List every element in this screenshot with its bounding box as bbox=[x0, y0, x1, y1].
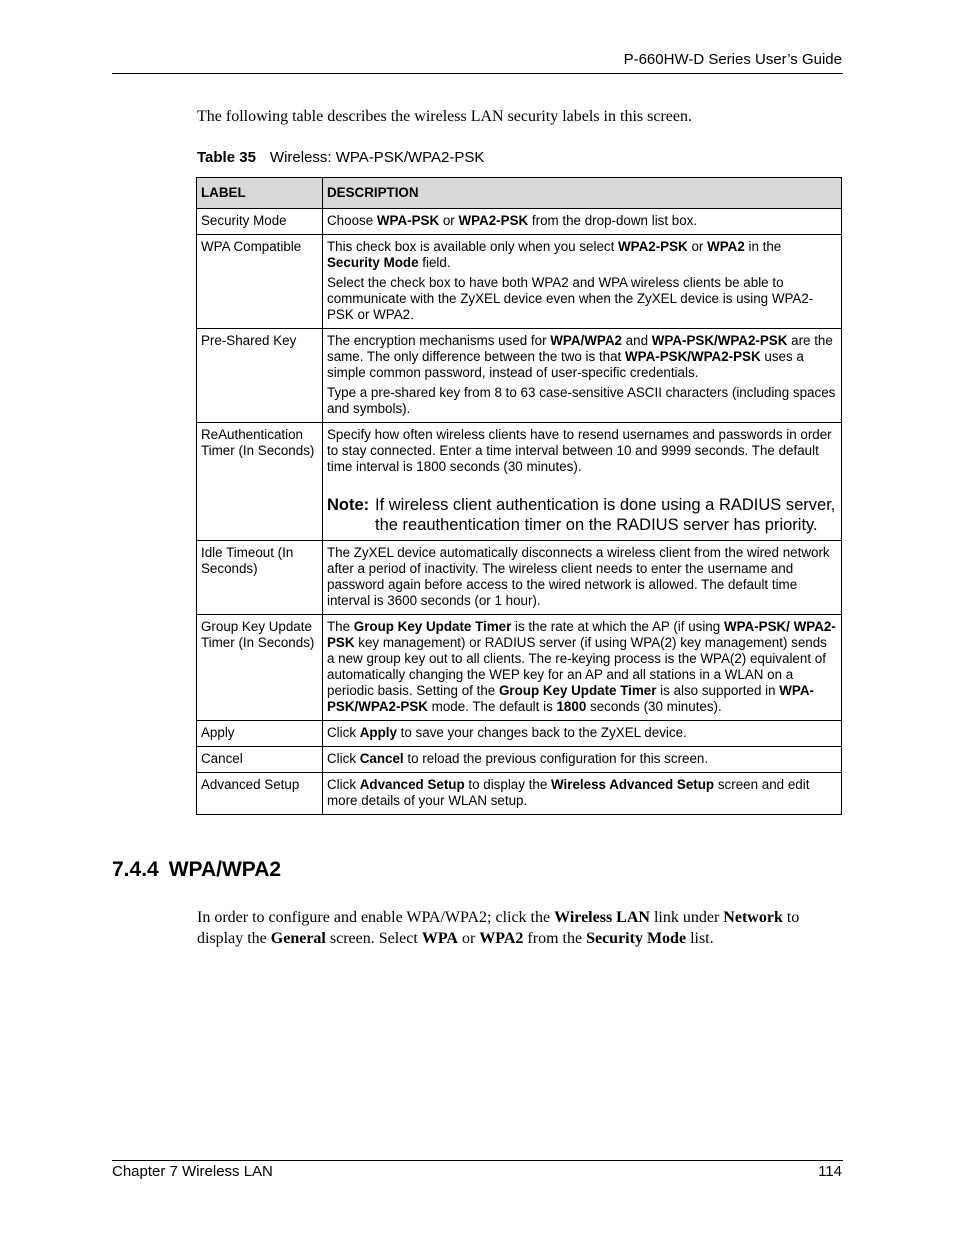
row-description: The Group Key Update Timer is the rate at which the AP (if using WPA-PSK/ WPA2-PSK key management) or RADIUS server (if using WPA(2) key management) sends a new group key out to all clients. The re-keying process is the WPA(2) equivalent of automatically changing the WEP key for an AP and all stations in a WLAN on a periodic basis. Setting of the Group Key Update Timer is also supported in WPA-PSK/WPA2-PSK mode. The default is 1800 seconds (30 minutes). bbox=[323, 615, 842, 721]
header-rule bbox=[112, 73, 843, 74]
table-row bbox=[197, 423, 842, 541]
table-number: Table 35 bbox=[197, 149, 256, 166]
row-label: Pre-Shared Key bbox=[197, 329, 323, 423]
row-description: Choose WPA-PSK or WPA2-PSK from the drop-down list box. bbox=[323, 209, 842, 235]
row-description: This check box is available only when you select WPA2-PSK or WPA2 in the Security Mode field. Select the check box to have both WPA2 and WPA wireless clients be able to communicate with the ZyXEL device even when the ZyXEL device is using WPA2-PSK or WPA2. bbox=[323, 235, 842, 329]
row-label: Security Mode bbox=[197, 209, 323, 235]
section-number: 7.4.4 bbox=[112, 858, 159, 881]
table-header-row bbox=[197, 178, 842, 209]
section-paragraph: In order to configure and enable WPA/WPA2; click the Wireless LAN link under Network to display the General screen. Select WPA or WPA2 from the Security Mode list. bbox=[197, 909, 800, 947]
row-label: Apply bbox=[197, 721, 323, 747]
table-title: Wireless: WPA-PSK/WPA2-PSK bbox=[269, 149, 485, 166]
row-description: The encryption mechanisms used for WPA/WPA2 and WPA-PSK/WPA2-PSK are the same. The only difference between the two is that WPA-PSK/WPA2-PSK uses a simple common password, instead of user-specific credentials. Type a pre-shared key from 8 to 63 case-sensitive ASCII characters (including spaces and symbols). bbox=[323, 329, 842, 423]
note-text: If wireless client authentication is done using a RADIUS server, the reauthentication timer on the RADIUS server has priority. bbox=[375, 496, 836, 534]
page-number: 114 bbox=[818, 1163, 842, 1180]
running-header-title: P-660HW-D Series User’s Guide bbox=[623, 51, 842, 68]
row-description: The ZyXEL device automatically disconnects a wireless client from the wired network after a period of inactivity. The wireless client needs to enter the username and password again before access to the wired network is allowed. The default time interval is 3600 seconds (or 1 hour). bbox=[323, 541, 842, 615]
table-row bbox=[197, 329, 842, 423]
section-title: WPA/WPA2 bbox=[168, 858, 282, 881]
row-label: ReAuthentication Timer (In Seconds) bbox=[197, 423, 323, 541]
row-description: Click Cancel to reload the previous configuration for this screen. bbox=[323, 747, 842, 773]
note-label: Note: bbox=[327, 496, 370, 514]
intro-paragraph: The following table describes the wireless LAN security labels in this screen. bbox=[197, 108, 692, 125]
table-row bbox=[197, 615, 842, 721]
footer-chapter: Chapter 7 Wireless LAN bbox=[112, 1163, 273, 1180]
row-label: WPA Compatible bbox=[197, 235, 323, 329]
security-labels-table bbox=[196, 177, 842, 815]
table-row bbox=[197, 773, 842, 815]
header-description: DESCRIPTION bbox=[323, 178, 842, 209]
row-label: Group Key Update Timer (In Seconds) bbox=[197, 615, 323, 721]
row-label: Advanced Setup bbox=[197, 773, 323, 815]
row-description: Click Apply to save your changes back to the ZyXEL device. bbox=[323, 721, 842, 747]
row-description: Click Advanced Setup to display the Wireless Advanced Setup screen and edit more details of your WLAN setup. bbox=[323, 773, 842, 815]
row-label: Idle Timeout (In Seconds) bbox=[197, 541, 323, 615]
note bbox=[327, 495, 837, 535]
table-row bbox=[197, 721, 842, 747]
table-row bbox=[197, 541, 842, 615]
table-row bbox=[197, 209, 842, 235]
header-label: LABEL bbox=[197, 178, 323, 209]
row-label: Cancel bbox=[197, 747, 323, 773]
section-heading bbox=[112, 858, 281, 882]
table-row bbox=[197, 747, 842, 773]
table-caption bbox=[197, 149, 484, 166]
table-row bbox=[197, 235, 842, 329]
footer-rule bbox=[112, 1160, 843, 1161]
row-description: Specify how often wireless clients have to resend usernames and passwords in order to stay connected. Enter a time interval between 10 and 9999 seconds. The default time interval is 1800 seconds (30 minutes). Note: If wireless client authentication is done using a RADIUS server, the reauthentication timer on the RADIUS server has priority. bbox=[323, 423, 842, 541]
